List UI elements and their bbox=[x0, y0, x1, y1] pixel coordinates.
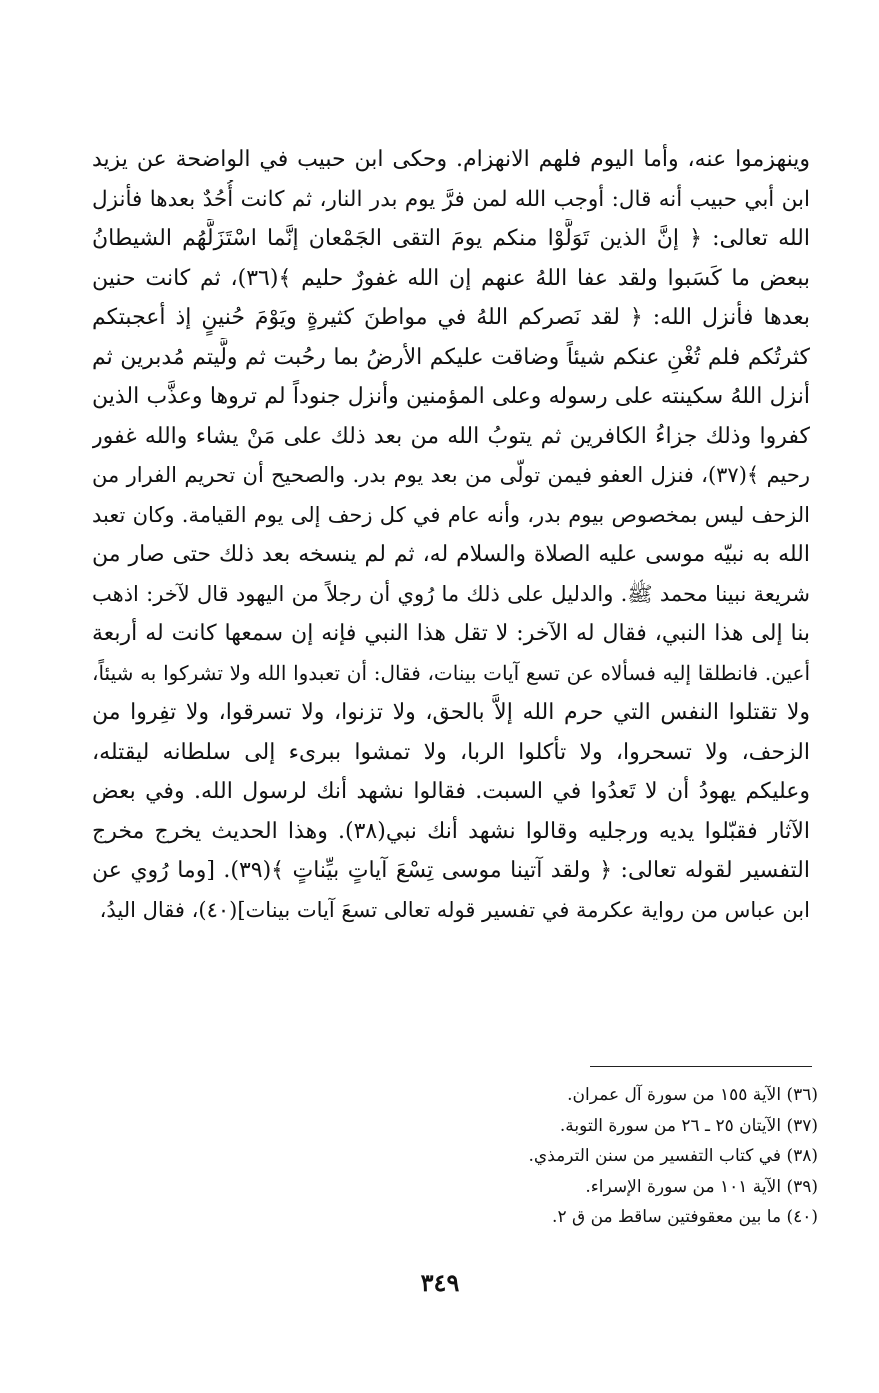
text-line: ابن عباس من رواية عكرمة في تفسير قوله تعالى تسعَ آيات بينات](٤٠)، فقال اليدُ، bbox=[99, 897, 810, 922]
text-line: أنزل اللهُ سكينته على رسوله وعلى المؤمنين وأنزل جنوداً لم تروها وعذَّب الذين bbox=[92, 384, 810, 409]
text-line: ببعض ما كَسَبوا ولقد عفا اللهُ عنهم إن الله غفورٌ حليم ﴾(٣٦)، ثم كانت حنين bbox=[92, 265, 810, 291]
text-line: وعليكم يهودُ أن لا تَعدُوا في السبت. فقالوا نشهد أنك لرسول الله. وفي بعض bbox=[92, 779, 810, 804]
text-line: بعدها فأنزل الله: ﴿ لقد نَصركم اللهُ في مواطنَ كثيرةٍ ويَوْمَ حُنينٍ إذ أعجبتكم bbox=[92, 305, 810, 330]
footnotes bbox=[300, 1080, 818, 1233]
text-line: بنا إلى هذا النبي، فقال له الآخر: لا تقل هذا النبي فإنه إن سمعها كانت له أربعة bbox=[92, 621, 810, 646]
text-line: التفسير لقوله تعالى: ﴿ ولقد آتينا موسى تِسْعَ آياتٍ بيِّناتٍ ﴾(٣٩). [وما رُوي عن bbox=[92, 858, 810, 883]
text-line: كثرتُكم فلم تُغْنِ عنكم شيئاً وضاقت عليكم الأرضُ بما رحُبت ثم ولَّيتم مُدبرين ثم bbox=[92, 344, 810, 370]
text-line: الزحف ليس بمخصوص بيوم بدر، وأنه عام في كل زحف إلى يوم القيامة. وكان تعبد bbox=[92, 502, 810, 527]
text-line: الزحف، ولا تسحروا، ولا تأكلوا الربا، ولا تمشوا ببرىء إلى سلطانه ليقتله، bbox=[92, 739, 810, 765]
page-number: ٣٤٩ bbox=[420, 1268, 460, 1297]
text-line: الله به نبيّه موسى عليه الصلاة والسلام له، ثم لم ينسخه بعد ذلك حتى صار من bbox=[92, 542, 810, 567]
text-line: كفروا وذلك جزاءُ الكافرين ثم يتوبُ الله من بعد ذلك على مَنْ يشاء والله غفور bbox=[92, 423, 810, 449]
text-line: شريعة نبينا محمد ﷺ. والدليل على ذلك ما رُوي أن رجلاً من اليهود قال لآخر: اذهب bbox=[92, 581, 810, 606]
footnote: (٤٠) ما بين معقوفتين ساقط من ق ٢. bbox=[552, 1207, 818, 1227]
text-line: وينهزموا عنه، وأما اليوم فلهم الانهزام. وحكى ابن حبيب في الواضحة عن يزيد bbox=[92, 147, 810, 172]
footnote: (٣٩) الآية ١٠١ من سورة الإسراء. bbox=[585, 1176, 818, 1197]
text-line: ابن أبي حبيب أنه قال: أوجب الله لمن فرَّ يوم بدر النار، ثم كانت أُحُدٌ بعدها فأنزل bbox=[92, 186, 810, 212]
footnote: (٣٧) الآيتان ٢٥ ـ ٢٦ من سورة التوبة. bbox=[559, 1115, 818, 1136]
text-line: رحيم ﴾(٣٧)، فنزل العفو فيمن تولّى من بعد يوم بدر. والصحيح أن تحريم الفرار من bbox=[92, 463, 810, 487]
footnote: (٣٦) الآية ١٥٥ من سورة آل عمران. bbox=[567, 1085, 818, 1105]
text-line: ولا تقتلوا النفس التي حرم الله إلاَّ بالحق، ولا تزنوا، ولا تسرقوا، ولا تفِروا من bbox=[92, 700, 810, 725]
text-line: الله تعالى: ﴿ إنَّ الذين تَوَلَّوْا منكم يومَ التقى الجَمْعان إنَّما اسْتَزَلَّهُم الشيطانُ bbox=[92, 226, 810, 251]
text-line: أعين. فانطلقا إليه فسألاه عن تسع آيات بينات، فقال: أن تعبدوا الله ولا تشركوا به شيئاً، bbox=[92, 660, 810, 685]
footnote-separator bbox=[590, 1066, 812, 1067]
footnote: (٣٨) في كتاب التفسير من سنن الترمذي. bbox=[528, 1146, 818, 1166]
main-text-body bbox=[92, 140, 810, 1050]
text-line: الآثار فقبّلوا يديه ورجليه وقالوا نشهد أنك نبي(٣٨). وهذا الحديث يخرج مخرج bbox=[92, 818, 810, 844]
